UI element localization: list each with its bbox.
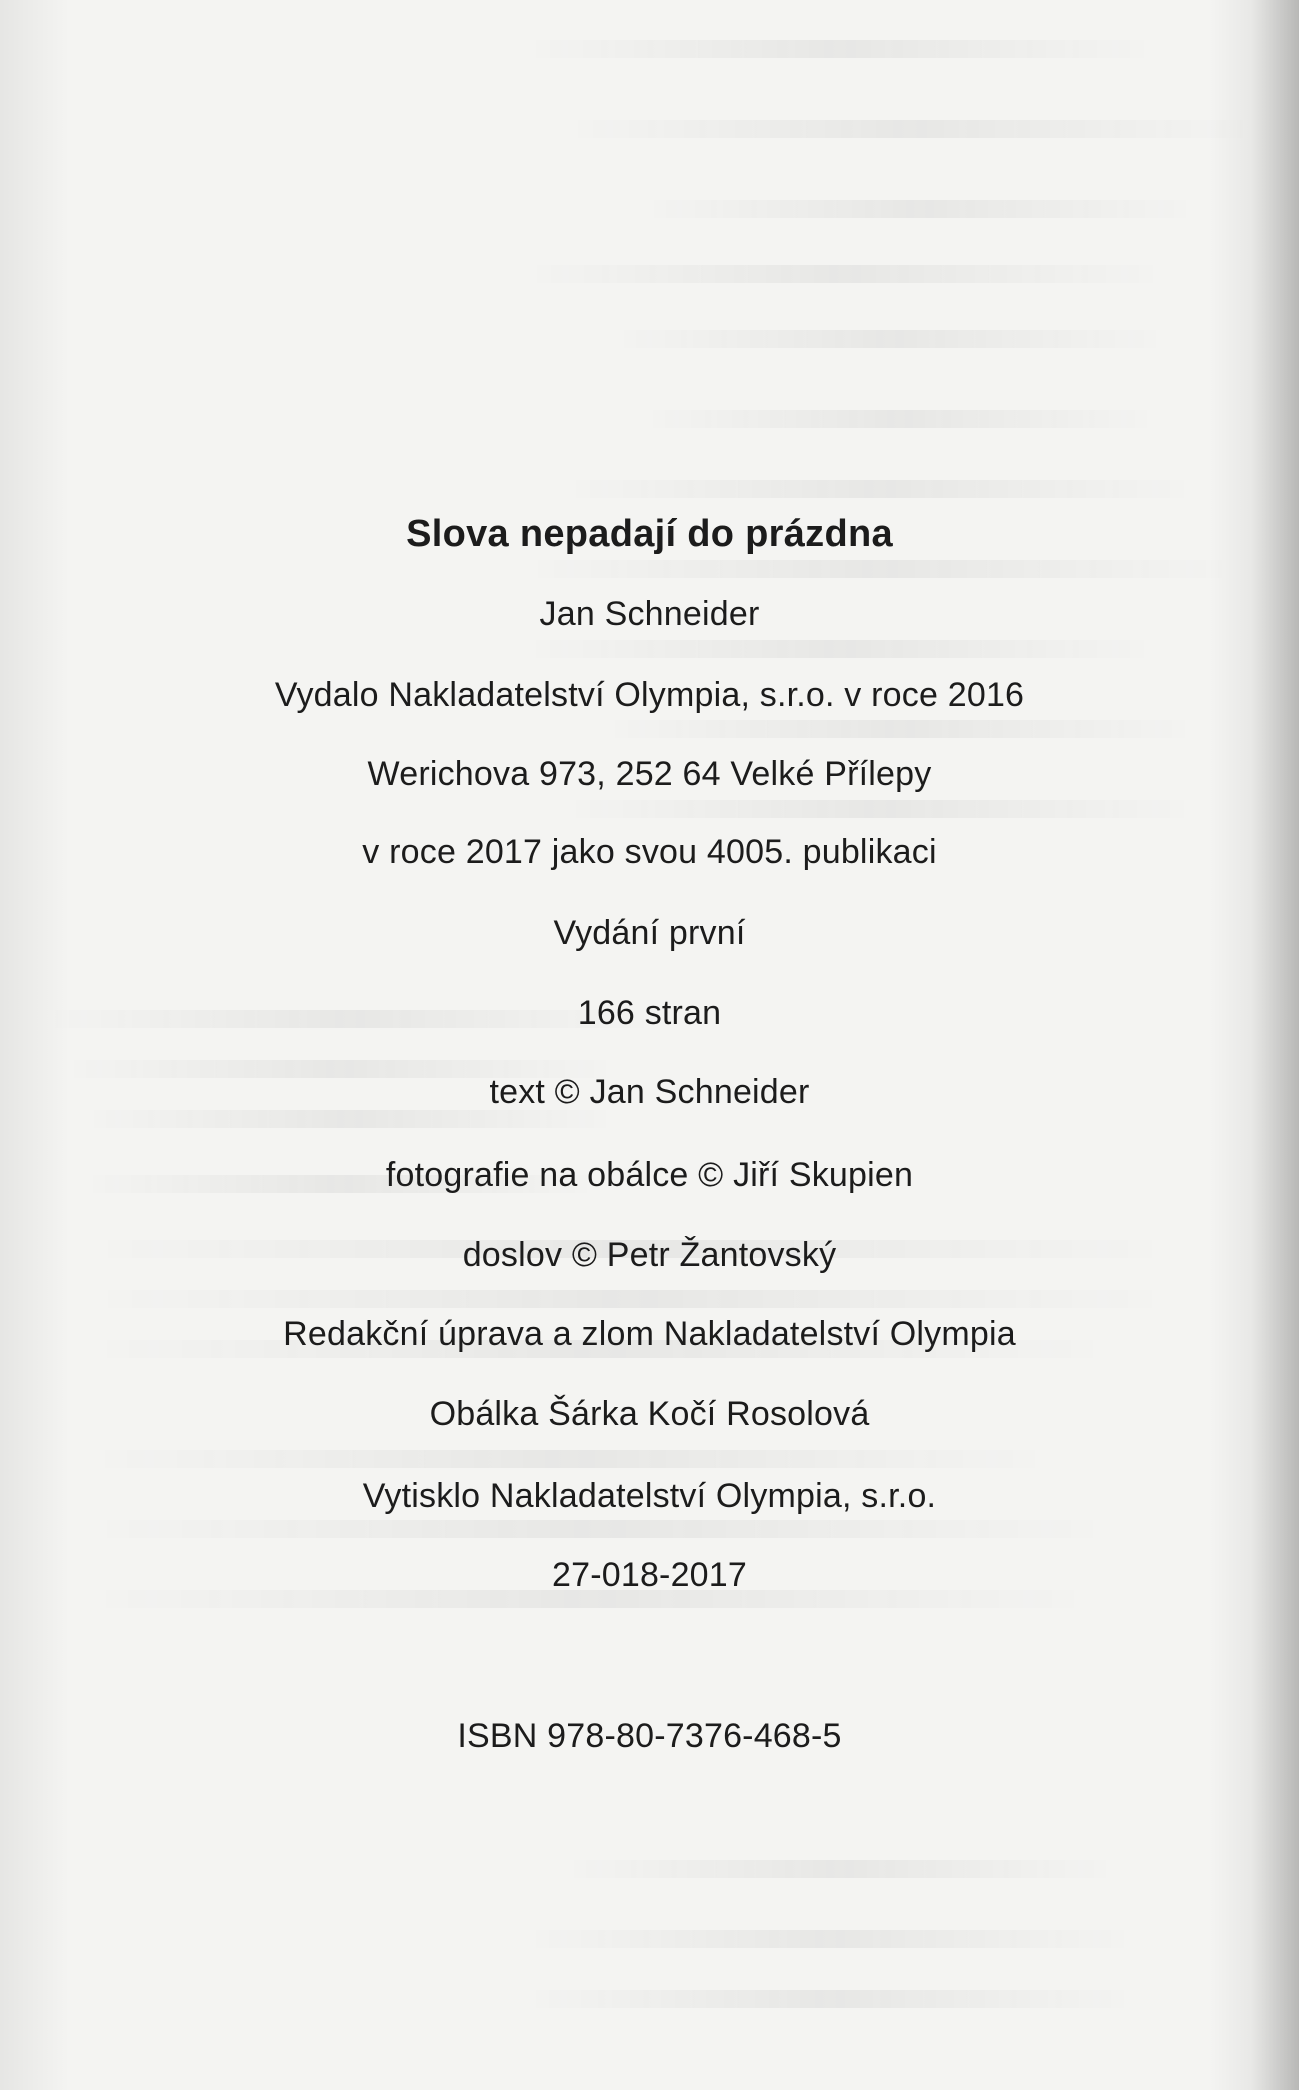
editing-credit: Redakční úprava a zlom Nakladatelství Olympia xyxy=(283,1315,1016,1353)
publication-line: v roce 2017 jako svou 4005. publikaci xyxy=(362,833,937,871)
cover-design-credit: Obálka Šárka Kočí Rosolová xyxy=(429,1395,870,1433)
publisher-line: Vydalo Nakladatelství Olympia, s.r.o. v roce 2016 xyxy=(274,676,1025,714)
afterword-credit: doslov © Petr Žantovský xyxy=(462,1236,837,1274)
address-line: Werichova 973, 252 64 Velké Přílepy xyxy=(367,755,932,793)
book-title: Slova nepadají do prázdna xyxy=(406,513,893,555)
isbn: ISBN 978-80-7376-468-5 xyxy=(457,1717,842,1755)
print-number: 27-018-2017 xyxy=(551,1556,748,1594)
text-credit: text © Jan Schneider xyxy=(489,1073,810,1111)
printing-credit: Vytiskl​o Nakladatelství Olympia, s.r.o. xyxy=(362,1477,937,1515)
edition-line: Vydání první xyxy=(553,914,746,952)
author-name: Jan Schneider xyxy=(539,595,760,633)
page-count: 166 stran xyxy=(577,994,722,1032)
cover-photo-credit: fotografie na obálce © Jiří Skupien xyxy=(385,1156,914,1194)
